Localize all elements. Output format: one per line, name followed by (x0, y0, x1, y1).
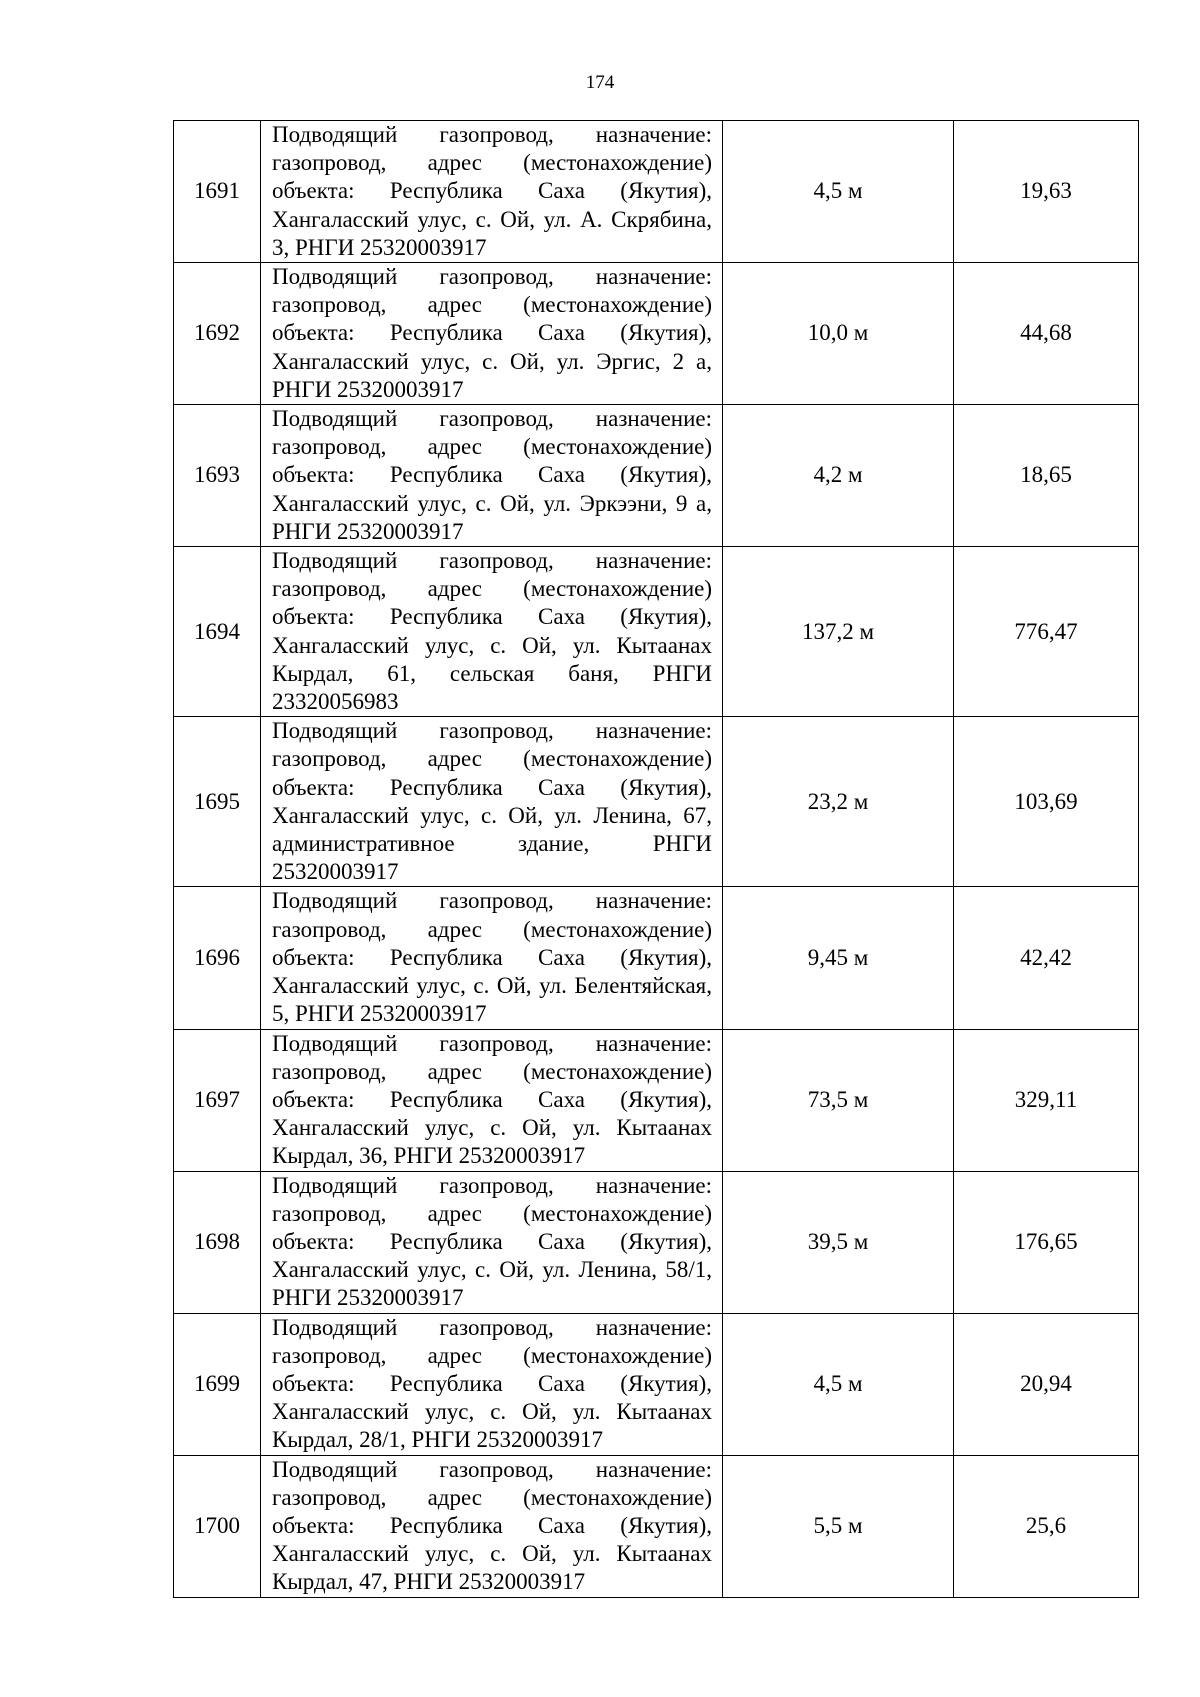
object-value: 25,6 (954, 1455, 1139, 1597)
object-description: Подводящий газопровод, назначение: газопровод, адрес (местонахождение) объекта: Республика Саха (Якутия), Хангаласский улус, с. Ой, ул. А. Скрябина, 3, РНГИ 25320003917 (261, 121, 723, 263)
page-number: 174 (585, 72, 615, 93)
object-length: 137,2 м (723, 547, 954, 717)
object-value: 20,94 (954, 1313, 1139, 1455)
table-row (174, 717, 1139, 887)
row-number: 1695 (174, 717, 261, 887)
object-length: 4,5 м (723, 121, 954, 263)
object-value: 19,63 (954, 121, 1139, 263)
object-length: 4,5 м (723, 1313, 954, 1455)
row-number: 1696 (174, 887, 261, 1029)
table-row (174, 263, 1139, 405)
object-length: 39,5 м (723, 1171, 954, 1313)
object-description: Подводящий газопровод, назначение: газопровод, адрес (местонахождение) объекта: Республика Саха (Якутия), Хангаласский улус, с. Ой, ул. Кытаанах Кырдал, 36, РНГИ 25320003917 (261, 1029, 723, 1171)
row-number: 1698 (174, 1171, 261, 1313)
object-length: 4,2 м (723, 405, 954, 547)
table-row (174, 547, 1139, 717)
table-row (174, 887, 1139, 1029)
table-row (174, 1171, 1139, 1313)
object-description: Подводящий газопровод, назначение: газопровод, адрес (местонахождение) объекта: Республика Саха (Якутия), Хангаласский улус, с. Ой, ул. Эргис, 2 а, РНГИ 25320003917 (261, 263, 723, 405)
object-description: Подводящий газопровод, назначение: газопровод, адрес (местонахождение) объекта: Республика Саха (Якутия), Хангаласский улус, с. Ой, ул. Белентяйская, 5, РНГИ 25320003917 (261, 887, 723, 1029)
object-description: Подводящий газопровод, назначение: газопровод, адрес (местонахождение) объекта: Республика Саха (Якутия), Хангаласский улус, с. Ой, ул. Эркээни, 9 а, РНГИ 25320003917 (261, 405, 723, 547)
object-length: 10,0 м (723, 263, 954, 405)
object-value: 103,69 (954, 717, 1139, 887)
row-number: 1697 (174, 1029, 261, 1171)
table-row (174, 1313, 1139, 1455)
property-table (173, 120, 1139, 1598)
object-value: 42,42 (954, 887, 1139, 1029)
object-length: 9,45 м (723, 887, 954, 1029)
object-value: 329,11 (954, 1029, 1139, 1171)
object-value: 776,47 (954, 547, 1139, 717)
object-description: Подводящий газопровод, назначение: газопровод, адрес (местонахождение) объекта: Республика Саха (Якутия), Хангаласский улус, с. Ой, ул. Ленина, 58/1, РНГИ 25320003917 (261, 1171, 723, 1313)
row-number: 1692 (174, 263, 261, 405)
object-length: 73,5 м (723, 1029, 954, 1171)
table-row (174, 405, 1139, 547)
object-description: Подводящий газопровод, назначение: газопровод, адрес (местонахождение) объекта: Республика Саха (Якутия), Хангаласский улус, с. Ой, ул. Кытаанах Кырдал, 28/1, РНГИ 25320003917 (261, 1313, 723, 1455)
object-length: 23,2 м (723, 717, 954, 887)
object-value: 44,68 (954, 263, 1139, 405)
table-row (174, 121, 1139, 263)
object-description: Подводящий газопровод, назначение: газопровод, адрес (местонахождение) объекта: Республика Саха (Якутия), Хангаласский улус, с. Ой, ул. Ленина, 67, административное здание, РНГИ 25320003917 (261, 717, 723, 887)
row-number: 1699 (174, 1313, 261, 1455)
object-value: 176,65 (954, 1171, 1139, 1313)
row-number: 1693 (174, 405, 261, 547)
row-number: 1691 (174, 121, 261, 263)
object-description: Подводящий газопровод, назначение: газопровод, адрес (местонахождение) объекта: Республика Саха (Якутия), Хангаласский улус, с. Ой, ул. Кытаанах Кырдал, 61, сельская баня, РНГИ 23320056983 (261, 547, 723, 717)
object-length: 5,5 м (723, 1455, 954, 1597)
table-row (174, 1029, 1139, 1171)
table-row (174, 1455, 1139, 1597)
row-number: 1700 (174, 1455, 261, 1597)
row-number: 1694 (174, 547, 261, 717)
object-description: Подводящий газопровод, назначение: газопровод, адрес (местонахождение) объекта: Республика Саха (Якутия), Хангаласский улус, с. Ой, ул. Кытаанах Кырдал, 47, РНГИ 25320003917 (261, 1455, 723, 1597)
object-value: 18,65 (954, 405, 1139, 547)
